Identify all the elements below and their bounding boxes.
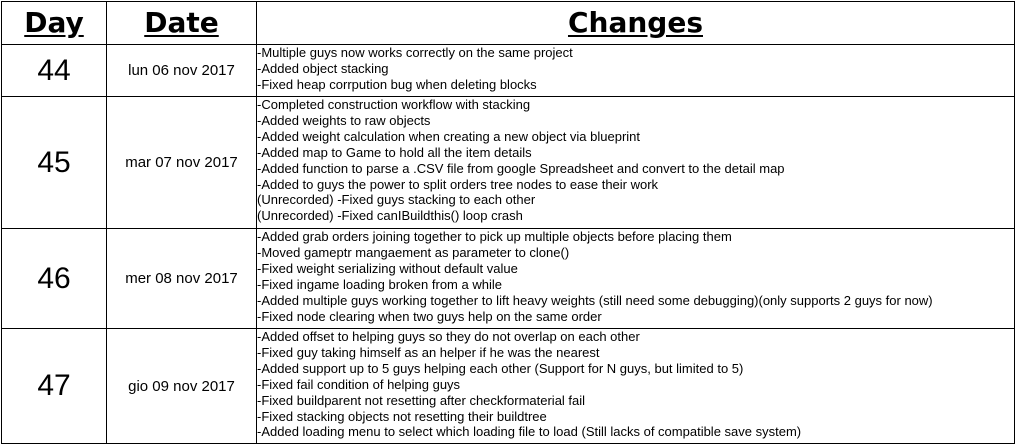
date-cell: gio 09 nov 2017: [107, 329, 257, 444]
changes-column-header: Changes: [257, 2, 1015, 45]
day-number: 45: [2, 97, 107, 229]
change-line: -Fixed guy taking himself as an helper if he was the nearest: [257, 344, 600, 360]
changes-cell: [257, 45, 1015, 97]
changes-cell: [257, 97, 1015, 229]
day-number: 44: [2, 45, 107, 97]
change-line: -Added object stacking: [257, 60, 389, 76]
date-cell: mer 08 nov 2017: [107, 229, 257, 329]
change-line: -Fixed fail condition of helping guys: [257, 376, 461, 392]
table-row: [2, 97, 1015, 229]
changes-cell: [257, 229, 1015, 329]
table-row: [2, 329, 1015, 444]
date-cell: mar 07 nov 2017: [107, 97, 257, 229]
change-line: -Added weight calculation when creating a new object via blueprint: [257, 128, 641, 144]
change-line: -Fixed heap corrpution bug when deleting blocks: [257, 76, 537, 92]
change-line: -Fixed buildparent not resetting after checkformaterial fail: [257, 392, 586, 408]
day-number: 46: [2, 229, 107, 329]
change-line: -Completed construction workflow with stacking: [257, 97, 531, 112]
change-line: -Added weights to raw objects: [257, 112, 431, 128]
changelog-table: [1, 1, 1015, 444]
change-line: -Added loading menu to select which loading file to load (Still lacks of compatible save system): [257, 424, 802, 440]
table-row: [2, 229, 1015, 329]
change-line: -Fixed stacking objects not resetting their buildtree: [257, 408, 547, 424]
change-line: (Unrecorded) -Fixed guys stacking to each other: [257, 192, 536, 208]
change-line: -Fixed node clearing when two guys help on the same order: [257, 308, 602, 324]
change-line: -Added map to Game to hold all the item details: [257, 144, 532, 160]
header-row: [2, 2, 1015, 45]
change-line: -Added function to parse a .CSV file from google Spreadsheet and convert to the detail map: [257, 160, 785, 176]
change-line: -Multiple guys now works correctly on the same project: [257, 45, 573, 60]
day-column-header: Day: [2, 2, 107, 45]
change-line: -Fixed weight serializing without default value: [257, 260, 518, 276]
change-line: -Added offset to helping guys so they do not overlap on each other: [257, 329, 640, 344]
date-column-header: Date: [107, 2, 257, 45]
change-line: -Added multiple guys working together to lift heavy weights (still need some debugging)(only supports 2 guys for now): [257, 292, 933, 308]
change-line: -Fixed ingame loading broken from a while: [257, 276, 502, 292]
change-line: -Added grab orders joining together to pick up multiple objects before placing them: [257, 229, 732, 244]
change-line: -Added to guys the power to split orders tree nodes to ease their work: [257, 176, 659, 192]
date-cell: lun 06 nov 2017: [107, 45, 257, 97]
change-line: (Unrecorded) -Fixed canIBuildthis() loop crash: [257, 208, 523, 224]
change-line: -Added support up to 5 guys helping each other (Support for N guys, but limited to 5): [257, 360, 744, 376]
change-line: -Moved gameptr mangaement as parameter to clone(): [257, 244, 570, 260]
changes-cell: [257, 329, 1015, 444]
day-number: 47: [2, 329, 107, 444]
table-row: [2, 45, 1015, 97]
